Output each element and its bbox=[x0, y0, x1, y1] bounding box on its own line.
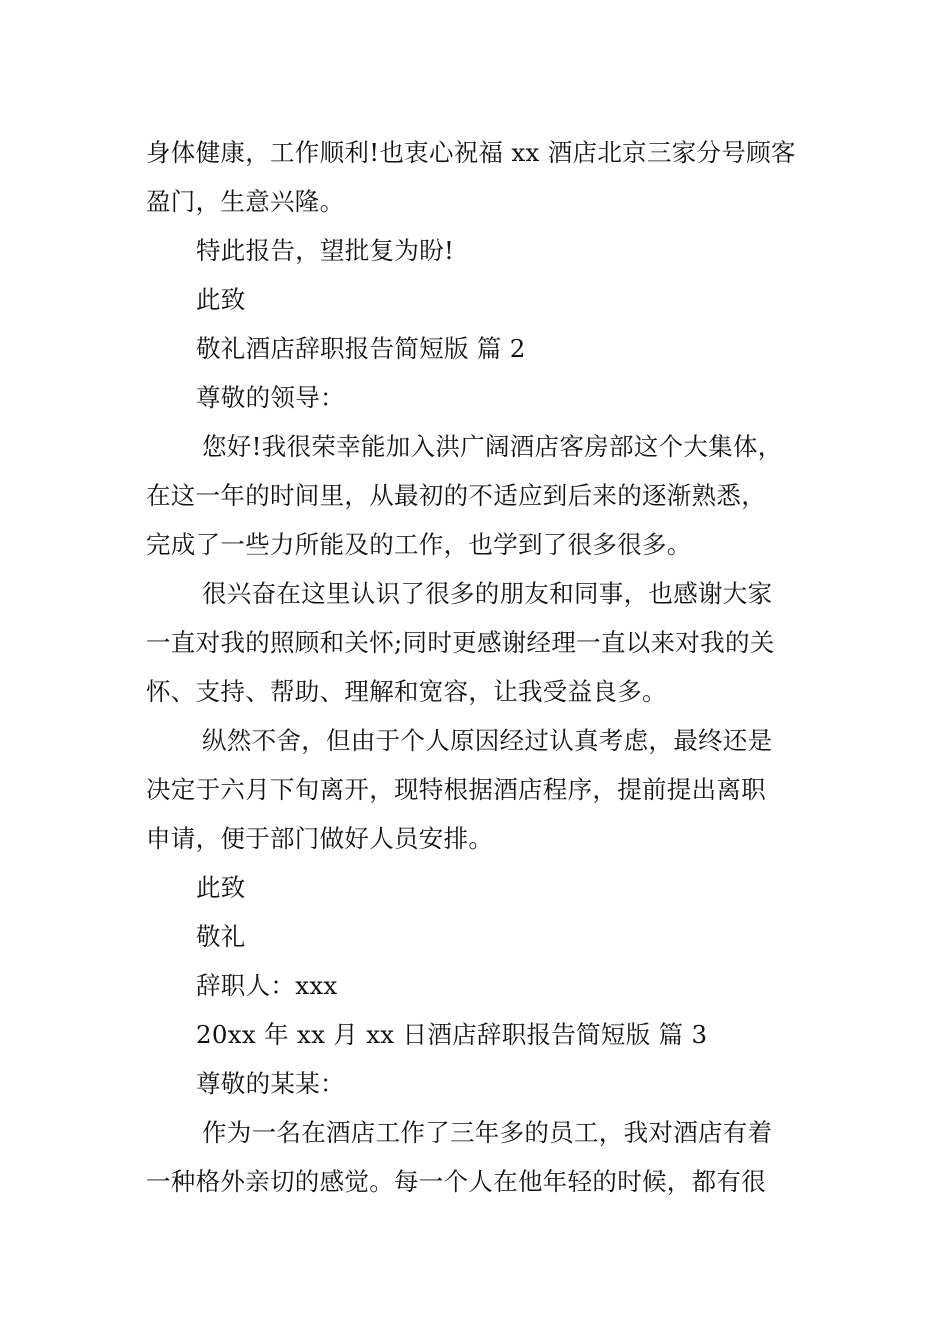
text-line: 敬礼 bbox=[196, 922, 246, 951]
text-line: 申请，便于部门做好人员安排。 bbox=[146, 824, 494, 853]
text-line: 作为一名在酒店工作了三年多的员工，我对酒店有着 bbox=[202, 1118, 773, 1147]
text-line: 纵然不舍，但由于个人原因经过认真考虑，最终还是 bbox=[202, 726, 773, 755]
section-heading: 20xx 年 xx 月 xx 日酒店辞职报告简短版 篇 3 bbox=[196, 1020, 708, 1049]
text-line: 特此报告，望批复为盼! bbox=[196, 236, 455, 265]
document-body bbox=[146, 128, 808, 1206]
text-line: 此致 bbox=[196, 873, 246, 902]
text-line: 盈门，生意兴隆。 bbox=[146, 187, 345, 216]
text-line: 此致 bbox=[196, 285, 246, 314]
signature-line: 辞职人：xxx bbox=[196, 971, 338, 1000]
text-line: 身体健康，工作顺利!也衷心祝福 xx 酒店北京三家分号顾客 bbox=[146, 138, 796, 167]
text-line: 很兴奋在这里认识了很多的朋友和同事，也感谢大家 bbox=[202, 579, 773, 608]
text-line: 一直对我的照顾和关怀;同时更感谢经理一直以来对我的关 bbox=[146, 628, 775, 657]
text-line: 一种格外亲切的感觉。每一个人在他年轻的时候，都有很 bbox=[146, 1167, 766, 1196]
section-heading: 敬礼酒店辞职报告简短版 篇 2 bbox=[196, 334, 526, 363]
text-line: 决定于六月下旬离开，现特根据酒店程序，提前提出离职 bbox=[146, 775, 766, 804]
salutation: 尊敬的某某： bbox=[196, 1069, 345, 1098]
salutation: 尊敬的领导： bbox=[196, 383, 345, 412]
text-line: 您好!我很荣幸能加入洪广阔酒店客房部这个大集体， bbox=[202, 432, 783, 461]
text-line: 完成了一些力所能及的工作，也学到了很多很多。 bbox=[146, 530, 692, 559]
text-line: 怀、支持、帮助、理解和宽容，让我受益良多。 bbox=[146, 677, 667, 706]
text-line: 在这一年的时间里，从最初的不适应到后来的逐渐熟悉， bbox=[146, 481, 766, 510]
